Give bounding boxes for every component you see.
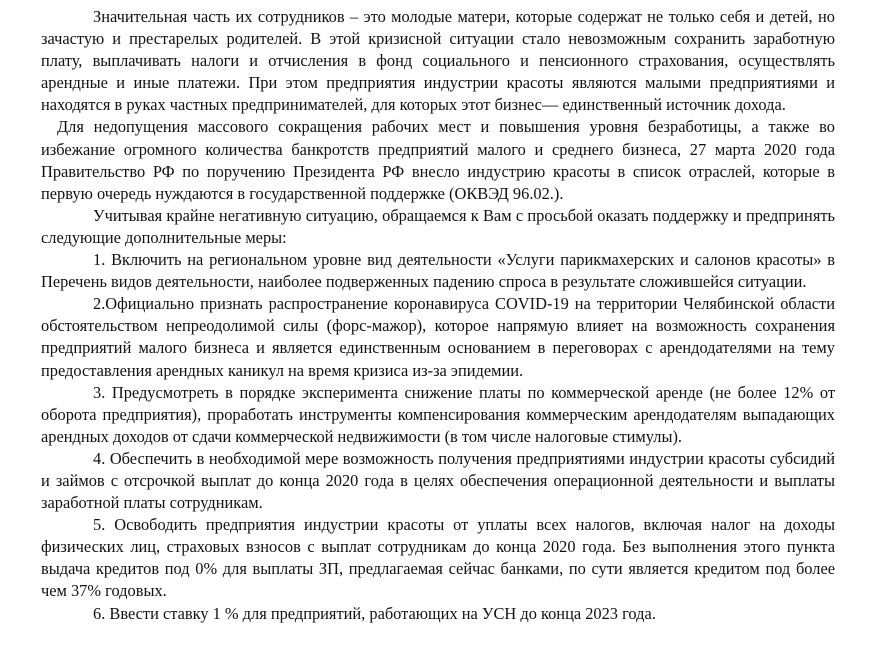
measure-item-3: 3. Предусмотреть в порядке эксперимента снижение платы по коммерческой аренде (не более 12% от оборота предприятия), проработать инструменты компенсирования коммерческим арендодателям выпадающих арендных доходов от сдачи коммерческой недвижимости (в том числе налоговые стимулы). bbox=[41, 382, 835, 446]
paragraph-government-support: Для недопущения массового сокращения рабочих мест и повышения уровня безработицы, а также во избежание огромного количества банкротств предприятий малого и среднего бизнеса, 27 марта 2020 года Правительство РФ по поручению Президента РФ внесло индустрию красоты в список отраслей, которые в первую очередь нуждаются в государственной поддержке (ОКВЭД 96.02.). bbox=[41, 117, 835, 203]
measure-item-5: 5. Освободить предприятия индустрии красоты от уплаты всех налогов, включая налог на доходы физических лиц, страховых взносов с выплат сотрудникам до конца 2020 года. Без выполнения этого пункта выдача кредитов под 0% для выплаты ЗП, предлагаемая сейчас банками, по сути является кредитом под более чем 37% годовых. bbox=[41, 515, 835, 601]
measure-item-1: 1. Включить на региональном уровне вид деятельности «Услуги парикмахерских и салонов красоты» в Перечень видов деятельности, наиболее подверженных падению спроса в результате сложившейся ситуации. bbox=[41, 250, 835, 292]
document-page bbox=[41, 6, 835, 625]
measure-item-2: 2.Официально признать распространение коронавируса COVID-19 на территории Челябинской области обстоятельством непреодолимой силы (форс-мажор), которое напрямую влияет на возможность сохранения предприятий малого бизнеса и является единственным основанием в переговорах с арендодателями на тему предоставления арендных каникул на время кризиса из-за эпидемии. bbox=[41, 294, 835, 380]
measure-item-6: 6. Ввести ставку 1 % для предприятий, работающих на УСН до конца 2023 года. bbox=[93, 603, 656, 623]
paragraph-request: Учитывая крайне негативную ситуацию, обращаемся к Вам с просьбой оказать поддержку и предпринять следующие дополнительные меры: bbox=[41, 205, 835, 247]
measure-item-4: 4. Обеспечить в необходимой мере возможность получения предприятиями индустрии красоты субсидий и займов с отсрочкой выплат до конца 2020 года в целях обеспечения операционной деятельности и выплаты заработной платы сотрудникам. bbox=[41, 448, 835, 513]
paragraph-employees: Значительная часть их сотрудников – это молодые матери, которые содержат не только себя и детей, но зачастую и престарелых родителей. В этой кризисной ситуации стало невозможным сохранить заработную плату, выплачивать налоги и отчисления в фонд социального и пенсионного страхования, осуществлять арендные и иные платежи. При этом предприятия индустрии красоты являются малыми предприятиями и находятся в руках частных предпринимателей, для которых этот бизнес— единственный источник дохода. bbox=[41, 7, 835, 115]
